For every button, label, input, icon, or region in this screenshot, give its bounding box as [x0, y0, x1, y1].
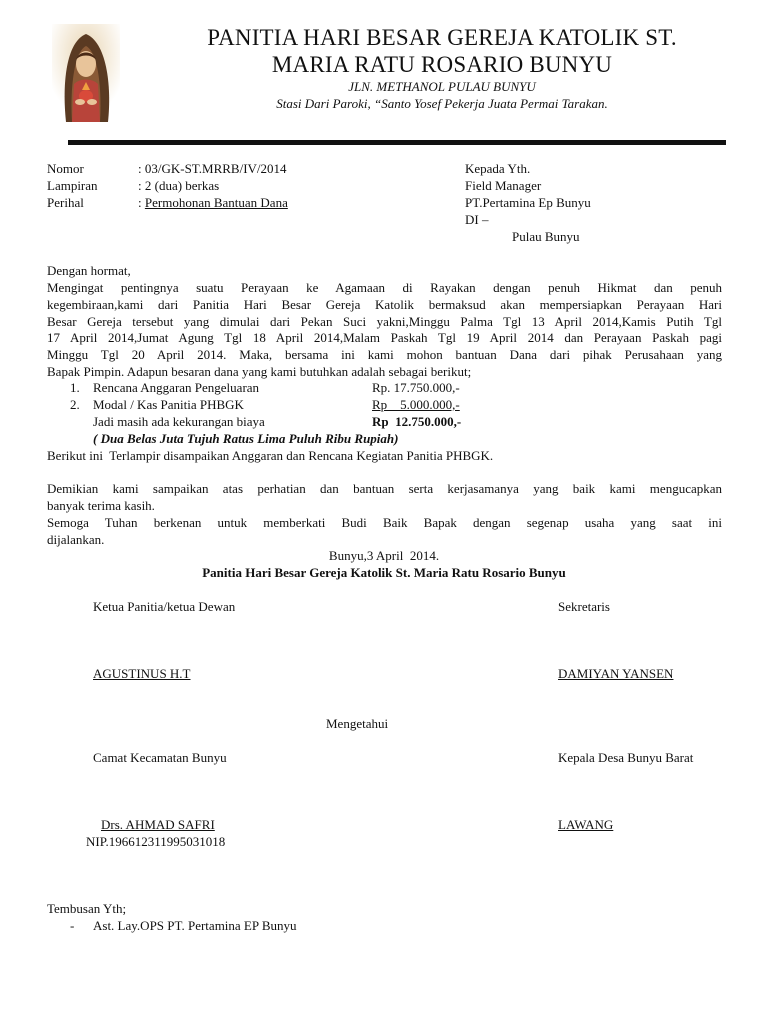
- acknowledged-label: Mengetahui: [326, 716, 389, 731]
- nomor-label: Nomor: [47, 161, 84, 176]
- committee-name: Panitia Hari Besar Gereja Katolik St. Maria Ratu Rosario Bunyu: [202, 565, 566, 580]
- paragraph-2-line: Demikian kami sampaikan atas perhatian dan bantuan serta kerjasamanya yang baik kami mengucapkan: [47, 481, 722, 496]
- cc-dash: -: [70, 918, 75, 933]
- org-address: JLN. METHANOL PULAU BUNYU: [348, 79, 536, 94]
- lampiran-value: : 2 (dua) berkas: [138, 178, 220, 193]
- shortfall-words: ( Dua Belas Juta Tujuh Ratus Lima Puluh Ribu Rupiah): [93, 431, 399, 446]
- paragraph-3: [47, 515, 722, 549]
- perihal-value: Permohonan Bantuan Dana: [144, 195, 288, 210]
- header-divider: [68, 140, 726, 145]
- cc-label: Tembusan Yth;: [47, 901, 127, 916]
- right-signatory-title-2: Kepala Desa Bunyu Barat: [558, 750, 694, 765]
- attachment-note: Berikut ini Terlampir disampaikan Anggaran dan Rencana Kegiatan Panitia PHBGK.: [47, 448, 494, 463]
- perihal-row: [138, 195, 288, 212]
- virgin-mary-logo: [52, 24, 120, 126]
- paragraph-1-line: Bapak Pimpin. Adapun besaran dana yang kami butuhkan adalah sebagai berikut;: [47, 363, 472, 379]
- greeting: Dengan hormat,: [47, 263, 131, 278]
- paragraph-2: [47, 481, 722, 515]
- perihal-colon: :: [138, 195, 145, 210]
- item-1-number: 1.: [70, 380, 80, 395]
- item-1-label: Rencana Anggaran Pengeluaran: [93, 380, 260, 395]
- paragraph-3-line: Semoga Tuhan berkenan untuk memberkati Budi Baik Bapak dengan segenap usaha yang saat ini: [47, 515, 722, 530]
- paragraph-1-line: Mengingat pentingnya suatu Perayaan ke Agamaan di Rayakan dengan penuh Hikmat dan penuh: [47, 280, 722, 295]
- paragraph-2-line: banyak terima kasih.: [47, 497, 155, 513]
- item-1-amount: Rp. 17.750.000,-: [372, 380, 460, 395]
- paragraph-1-line: Besar Gereja tersebut yang dimulai dari Pekan Suci yakni,Minggu Palma Tgl 13 April 2014,Kamis Putih Tgl: [47, 313, 722, 329]
- item-2-number: 2.: [70, 397, 80, 412]
- recipient-line2: Field Manager: [465, 178, 542, 193]
- org-station: Stasi Dari Paroki, “Santo Yosef Pekerja Juata Permai Tarakan.: [276, 96, 608, 111]
- left-signatory-title-2: Camat Kecamatan Bunyu: [93, 750, 227, 765]
- left-signatory-name-2: Drs. AHMAD SAFRI: [101, 817, 215, 832]
- org-name-line1: PANITIA HARI BESAR GEREJA KATOLIK ST.: [207, 25, 677, 50]
- cc-item: Ast. Lay.OPS PT. Pertamina EP Bunyu: [93, 918, 297, 933]
- recipient-line4: DI –: [465, 212, 489, 227]
- item-2-label: Modal / Kas Panitia PHBGK: [93, 397, 244, 412]
- right-signatory-name-2: LAWANG: [558, 817, 614, 832]
- right-signatory-title: Sekretaris: [558, 599, 610, 614]
- shortfall-label: Jadi masih ada kekurangan biaya: [93, 414, 265, 429]
- right-signatory-name: DAMIYAN YANSEN: [558, 666, 674, 681]
- paragraph-1: [47, 280, 722, 381]
- paragraph-1-line: Minggu Tgl 20 April 2014. Maka, bersama ini kami mohon bantuan Dana dari pihak Perusahaan yang: [47, 347, 722, 363]
- recipient-line5: Pulau Bunyu: [512, 229, 580, 244]
- perihal-label: Perihal: [47, 195, 84, 210]
- nomor-value: : 03/GK-ST.MRRB/IV/2014: [138, 161, 287, 176]
- shortfall-amount: Rp 12.750.000,-: [372, 414, 462, 429]
- recipient-line1: Kepada Yth.: [465, 161, 531, 176]
- paragraph-1-line: 17 April 2014,Jumat Agung Tgl 18 April 2014,Malam Paskah Tgl 19 April 2014 dan Perayaan Paskah pagi: [47, 330, 722, 346]
- paragraph-1-line: kegembiraan,kami dari Panitia Hari Besar Gereja Katolik bermaksud akan mempersiapkan Perayaan Hari: [47, 296, 722, 312]
- paragraph-3-line: dijalankan.: [47, 531, 105, 547]
- place-date: Bunyu,3 April 2014.: [328, 548, 440, 563]
- left-signatory-title: Ketua Panitia/ketua Dewan: [93, 599, 236, 614]
- lampiran-label: Lampiran: [47, 178, 98, 193]
- org-name-line2: MARIA RATU ROSARIO BUNYU: [271, 52, 613, 77]
- left-signatory-nip: NIP.196612311995031018: [86, 834, 226, 849]
- left-signatory-name: AGUSTINUS H.T: [93, 666, 191, 681]
- item-2-amount: Rp 5.000.000,-: [372, 397, 460, 412]
- recipient-line3: PT.Pertamina Ep Bunyu: [465, 195, 591, 210]
